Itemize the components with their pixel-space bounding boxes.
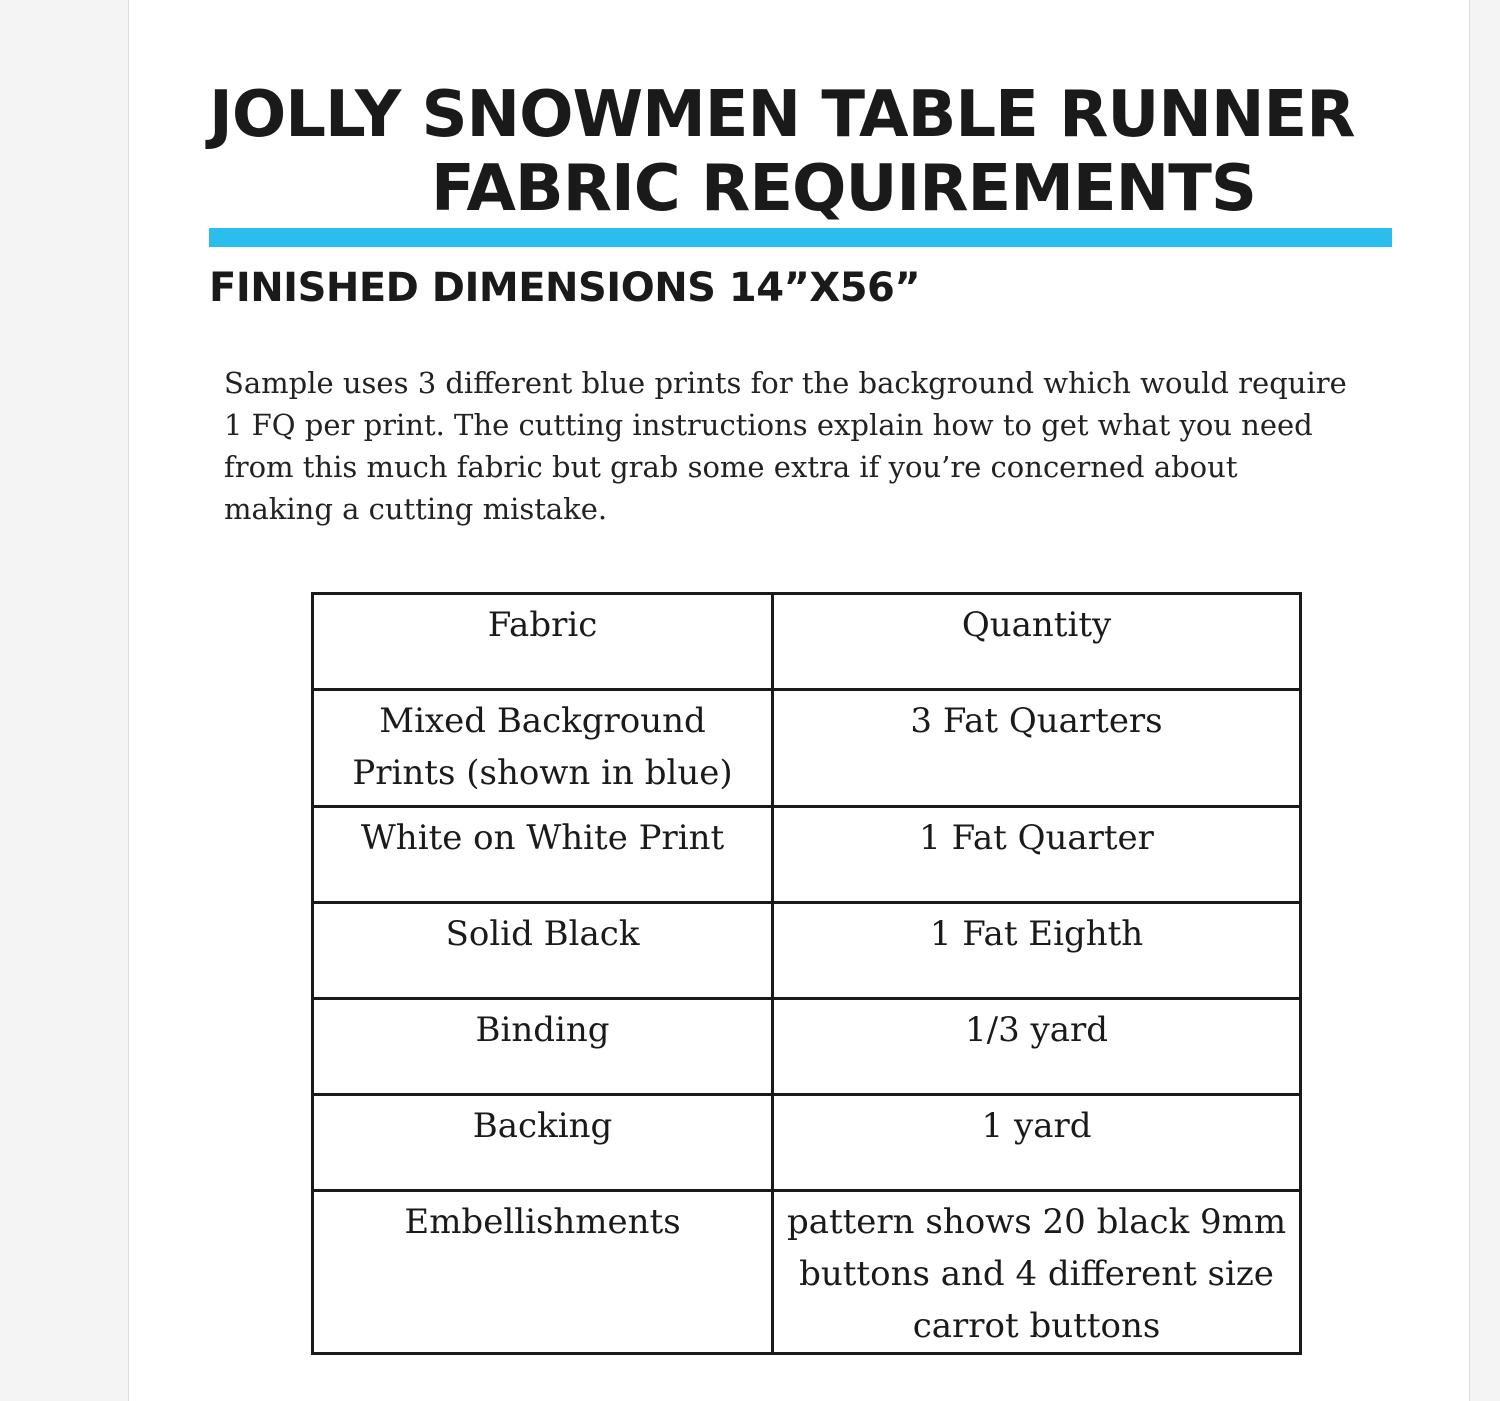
quantity-cell: 1 Fat Eighth xyxy=(773,903,1301,999)
intro-paragraph: Sample uses 3 different blue prints for the background which would require 1 FQ per print. The cutting instructions explain how to get what you need from this much fabric but grab some extra if you’re concerned about making a cutting mistake. xyxy=(224,366,1347,526)
table-row xyxy=(313,807,1301,903)
fabric-cell: Solid Black xyxy=(313,903,773,999)
header-quantity: Quantity xyxy=(773,594,1301,690)
fabric-cell: Embellishments xyxy=(313,1191,773,1354)
page-title xyxy=(209,78,1355,226)
fabric-cell: Mixed Background Prints (shown in blue) xyxy=(313,690,773,807)
table-row xyxy=(313,999,1301,1095)
header-fabric: Fabric xyxy=(313,594,773,690)
table-row xyxy=(313,1191,1301,1354)
fabric-cell: White on White Print xyxy=(313,807,773,903)
quantity-cell: 1 Fat Quarter xyxy=(773,807,1301,903)
title-line-1: JOLLY SNOWMEN TABLE RUNNER xyxy=(209,78,1355,152)
fabric-requirements-table xyxy=(311,592,1302,1355)
document-page xyxy=(128,0,1470,1401)
quantity-cell: 1/3 yard xyxy=(773,999,1301,1095)
table-row xyxy=(313,690,1301,807)
accent-rule xyxy=(209,228,1392,247)
quantity-cell: 1 yard xyxy=(773,1095,1301,1191)
table-row xyxy=(313,1095,1301,1191)
fabric-cell: Binding xyxy=(313,999,773,1095)
quantity-cell: pattern shows 20 black 9mm buttons and 4 different size carrot buttons xyxy=(773,1191,1301,1354)
table-header-row xyxy=(313,594,1301,690)
fabric-cell: Backing xyxy=(313,1095,773,1191)
table-row xyxy=(313,903,1301,999)
finished-dimensions-heading: FINISHED DIMENSIONS 14”X56” xyxy=(209,265,921,311)
quantity-cell: 3 Fat Quarters xyxy=(773,690,1301,807)
title-line-2: FABRIC REQUIREMENTS xyxy=(431,152,1256,226)
